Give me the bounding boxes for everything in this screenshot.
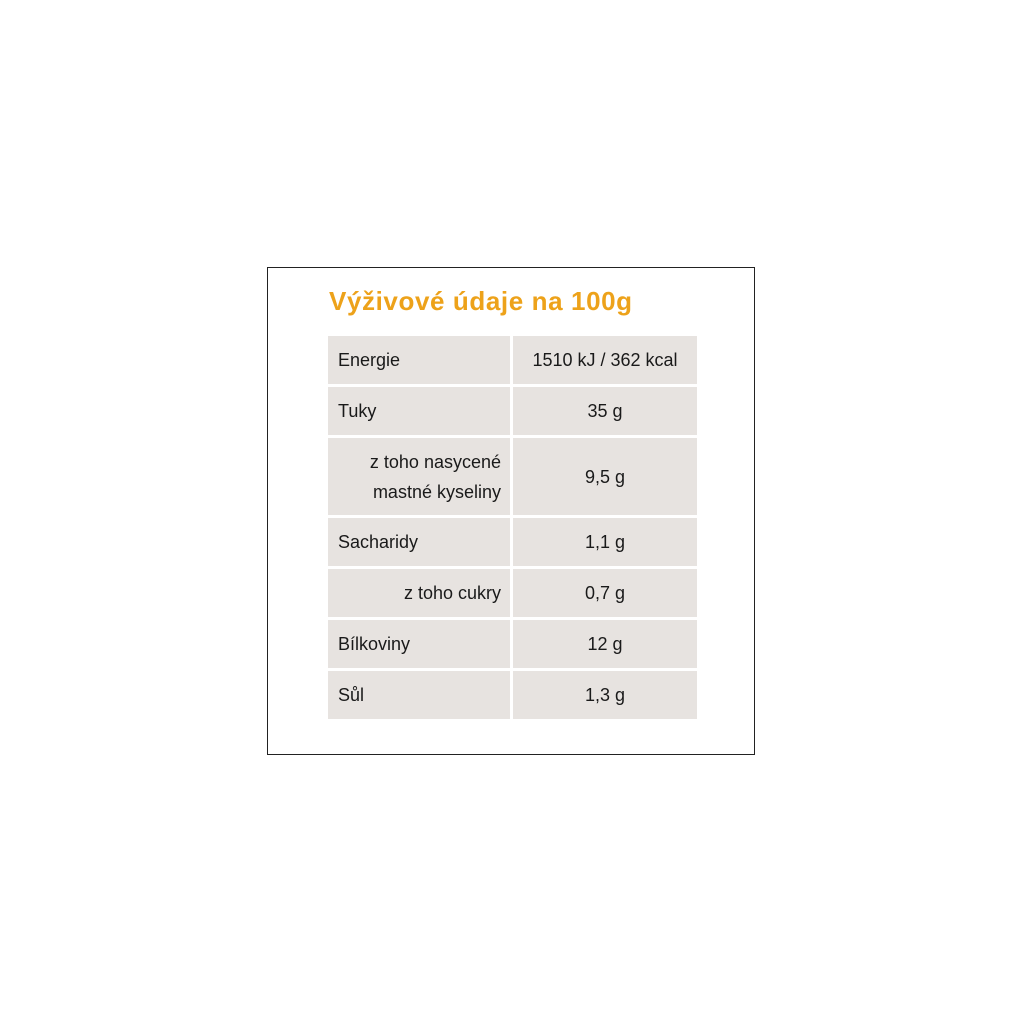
row-value: 1,3 g xyxy=(513,671,697,719)
row-label: z toho cukry xyxy=(328,569,510,617)
nutrition-title: Výživové údaje na 100g xyxy=(329,286,633,316)
row-value: 0,7 g xyxy=(513,569,697,617)
row-value: 12 g xyxy=(513,620,697,668)
table-row-energy xyxy=(328,336,697,384)
row-label: Energie xyxy=(328,336,510,384)
row-label: z toho nasycené mastné kyseliny xyxy=(328,438,510,515)
table-row-fat xyxy=(328,387,697,435)
table-row-carbohydrates xyxy=(328,518,697,566)
row-value: 1,1 g xyxy=(513,518,697,566)
row-value: 35 g xyxy=(513,387,697,435)
row-label: Tuky xyxy=(328,387,510,435)
nutrition-facts-panel xyxy=(267,267,755,755)
row-value: 1510 kJ / 362 kcal xyxy=(513,336,697,384)
row-label: Bílkoviny xyxy=(328,620,510,668)
row-value: 9,5 g xyxy=(513,438,697,515)
row-label: Sůl xyxy=(328,671,510,719)
row-label: Sacharidy xyxy=(328,518,510,566)
nutrition-table xyxy=(328,336,697,722)
table-row-protein xyxy=(328,620,697,668)
table-row-sugars xyxy=(328,569,697,617)
table-row-saturated-fat xyxy=(328,438,697,515)
table-row-salt xyxy=(328,671,697,719)
